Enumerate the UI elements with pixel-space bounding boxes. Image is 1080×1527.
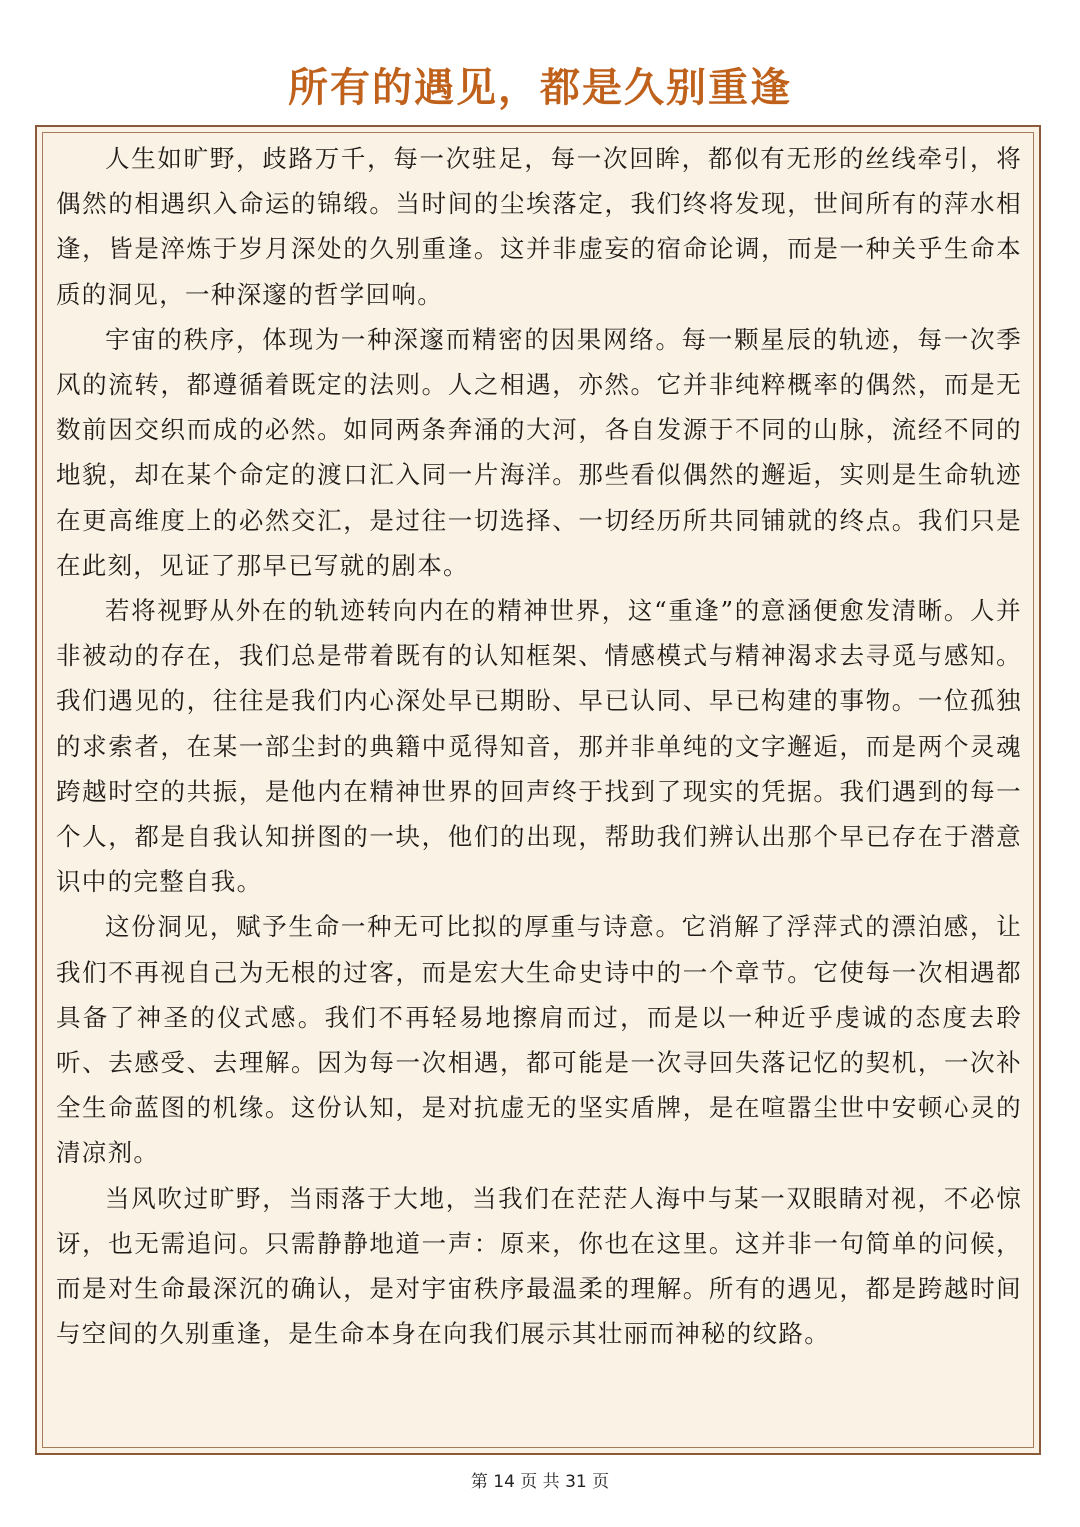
- paragraph-4: 这份洞见，赋予生命一种无可比拟的厚重与诗意。它消解了浮萍式的漂泊感，让我们不再视自己为无根的过客，而是宏大生命史诗中的一个章节。它使每一次相遇都具备了神圣的仪式感。我们不再轻易地擦肩而过，而是以一种近乎虔诚的态度去聆听、去感受、去理解。因为每一次相遇，都可能是一次寻回失落记忆的契机，一次补全生命蓝图的机缘。这份认知，是对抗虚无的坚实盾牌，是在喧嚣尘世中安顿心灵的清凉剂。: [56, 912, 1022, 1168]
- essay-body: [56, 136, 1022, 1356]
- decorative-frame: [35, 125, 1041, 1455]
- paragraph-2: 宇宙的秩序，体现为一种深邃而精密的因果网络。每一颗星辰的轨迹，每一次季风的流转，都遵循着既定的法则。人之相遇，亦然。它并非纯粹概率的偶然，而是无数前因交织而成的必然。如同两条奔涌的大河，各自发源于不同的山脉，流经不同的地貌，却在某个命定的渡口汇入同一片海洋。那些看似偶然的邂逅，实则是生命轨迹在更高维度上的必然交汇，是过往一切选择、一切经历所共同铺就的终点。我们只是在此刻，见证了那早已写就的剧本。: [56, 324, 1022, 580]
- document-title: 所有的遇见，都是久别重逢: [288, 65, 792, 111]
- paragraph-5: 当风吹过旷野，当雨落于大地，当我们在茫茫人海中与某一双眼睛对视，不必惊讶，也无需追问。只需静静地道一声：原来，你也在这里。这并非一句简单的问候，而是对生命最深沉的确认，是对宇宙秩序最温柔的理解。所有的遇见，都是跨越时间与空间的久别重逢，是生命本身在向我们展示其壮丽而神秘的纹路。: [56, 1183, 1022, 1349]
- paragraph-3: 若将视野从外在的轨迹转向内在的精神世界，这“重逢”的意涵便愈发清晰。人并非被动的存在，我们总是带着既有的认知框架、情感模式与精神渴求去寻觅与感知。我们遇见的，往往是我们内心深处早已期盼、早已认同、早已构建的事物。一位孤独的求索者，在某一部尘封的典籍中觅得知音，那并非单纯的文字邂逅，而是两个灵魂跨越时空的共振，是他内在精神世界的回声终于找到了现实的凭据。我们遇到的每一个人，都是自我认知拼图的一块，他们的出现，帮助我们辨认出那个早已存在于潜意识中的完整自我。: [56, 596, 1022, 897]
- page-number: 第 14 页 共 31 页: [470, 1472, 610, 1492]
- paragraph-1: 人生如旷野，歧路万千，每一次驻足，每一次回眸，都似有无形的丝线牵引，将偶然的相遇织入命运的锦缎。当时间的尘埃落定，我们终将发现，世间所有的萍水相逢，皆是淬炼于岁月深处的久别重逢。这并非虚妄的宿命论调，而是一种关乎生命本质的洞见，一种深邃的哲学回响。: [56, 144, 1022, 309]
